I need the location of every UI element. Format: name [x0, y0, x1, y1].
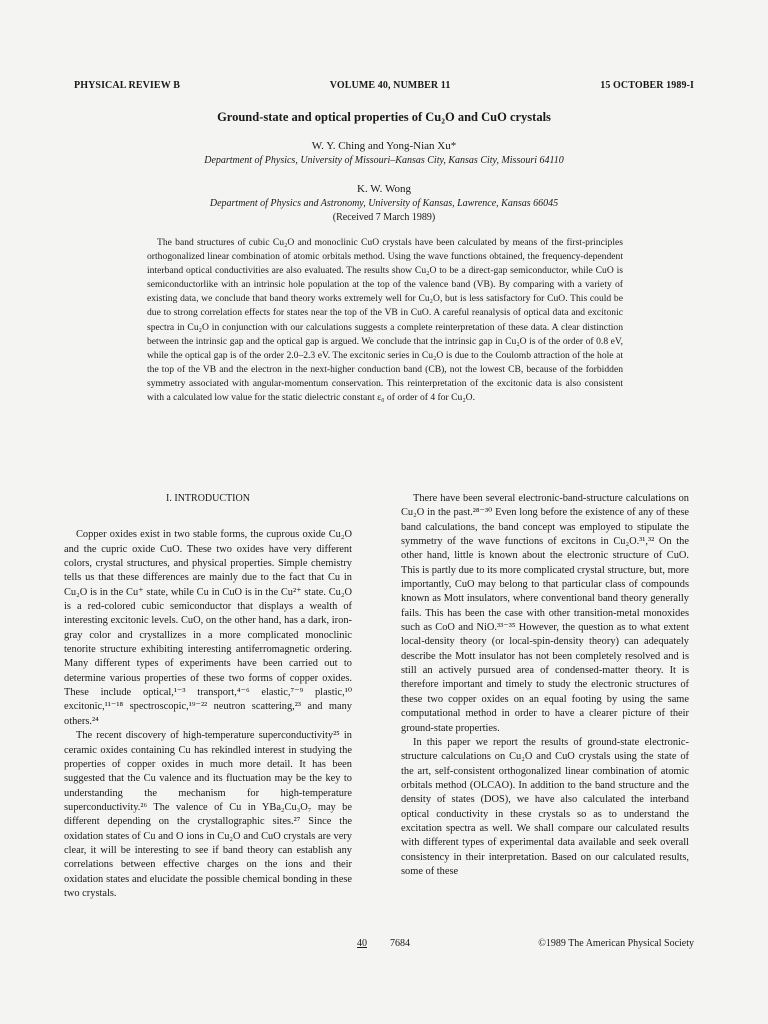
- paragraph: In this paper we report the results of ground-state electronic-structure calculations on Cu₂O and CuO crystals using the state of the art, self-consistent orthogonalized linear combination of atomic orbitals method (OLCAO). In addition to the band structure and the density of states (DOS), we have also calculated the interband optical conductivity in these crystals so as to understand the excitation spectra as well. We shall compare our calculated results with different types of experimental data available and seek overall consistency in their interpretation. Based on our calculated results, some of these: [401, 736, 689, 877]
- left-column: [64, 492, 352, 901]
- section-heading: I. INTRODUCTION: [166, 493, 250, 504]
- paragraph: There have been several electronic-band-structure calculations on Cu₂O in the past.²⁸⁻³⁰ Even long before the existence of any of these band calculations, the band concept was employed to stipulate the symmetry of the wave functions of excitons in Cu₂O.³¹,³² On the other hand, little is known about the electronic structure of CuO. This is partly due to its more complicated crystal structure, but, more importantly, CuO may belong to that particular class of compounds known as Mott insulators, where conventional band theory generally fails. This has been the case with other transition-metal monoxides such as CoO and NiO.³³⁻³⁵ However, the question as to what extent local-density theory (or local-spin-density theory) can adequately describe the Mott insulator has not been completely resolved and is still an actively pursued area of condensed-matter theory. It is therefore important and timely to study the electronic structures of these two copper oxides on an equal footing by using the same computational method in order to have a clearer picture of their ground-state properties.: [401, 493, 689, 734]
- volume-number: VOLUME 40, NUMBER 11: [329, 80, 451, 91]
- authors-group-2: K. W. Wong: [357, 183, 411, 195]
- journal-name: PHYSICAL REVIEW B: [74, 80, 180, 91]
- volume-footer-number: 40: [357, 938, 367, 949]
- received-date: (Received 7 March 1989): [332, 212, 436, 223]
- abstract: The band structures of cubic Cu₂O and monoclinic CuO crystals have been calculated by means of the first-principles orthogonalized linear combination of atomic orbitals method. Using the wave functions obtained, the frequency-dependent interband optical conductivities are also evaluated. The results show Cu₂O to be a direct-gap semiconductor, while CuO is semiconductorlike with an intrinsic hole population at the top of the valence band (VB). By comparing with a variety of existing data, we conclude that band theory works extremely well for Cu₂O, but is less satisfactory for CuO. This could be due to strong correlation effects for states near the top of the VB in CuO. A careful reanalysis of optical data and excitonic spectra in Cu₂O in conjunction with our calculations suggests a complete reinterpretation of these data. A clear distinction between the intrinsic gap and the optical gap is argued. We conclude that the intrinsic gap in Cu₂O is of the order of 0.8 eV, while the optical gap is of the order 2.0–2.3 eV. The excitonic series in Cu₂O is due to the Coulomb attraction of the hole at the top of the VB and the electron in the next-higher conduction band (CB), not the lowest CB, because of the forbidden symmetry associated with angular-momentum conservation. This reinterpretation of the excitonic data is also consistent with a calculated low value for the static dielectric constant ε₀ of order of 4 for Cu₂O.: [147, 237, 623, 404]
- issue-date: 15 OCTOBER 1989-I: [600, 80, 694, 91]
- page-number: 7684: [390, 938, 410, 949]
- authors-group-1: W. Y. Ching and Yong-Nian Xu*: [311, 140, 457, 152]
- paper-title: Ground-state and optical properties of Cu₂O and CuO crystals: [217, 110, 551, 124]
- paragraph: The recent discovery of high-temperature superconductivity²⁵ in ceramic oxides containing Cu has rekindled interest in studying the properties of copper oxides in much more detail. It has been suggested that the Cu valence and its fluctuation may be the key to understanding the mechanism for high-temperature superconductivity.²⁶ The valence of Cu in YBa₂Cu₃O₇ may be different depending on the crystallographic sites.²⁷ Since the oxidation states of Cu and O ions in Cu₂O and CuO crystals are very clear, it will be interesting to see if band theory can establish any correlations between effective charges on the ions and their oxidation states and elucidate the possible chemical bonding in these two crystals.: [64, 730, 352, 899]
- affiliation-2: Department of Physics and Astronomy, University of Kansas, Lawrence, Kansas 66045: [209, 198, 559, 209]
- affiliation-1: Department of Physics, University of Missouri–Kansas City, Kansas City, Missouri 64110: [204, 155, 564, 166]
- right-column: [401, 492, 689, 879]
- paragraph: Copper oxides exist in two stable forms, the cuprous oxide Cu₂O and the cupric oxide CuO. These two oxides have very different colors, crystal structures, and physical properties. Simple chemistry tells us that these differences are mainly due to the fact that Cu in Cu₂O is in the Cu⁺ state, while Cu in CuO is in the Cu²⁺ state. Cu₂O is a red-colored cubic semiconductor that displays a wealth of interesting excitonic levels. CuO, on the other hand, has a dark, iron-gray color and crystallizes in a more complicated monoclinic tenorite structure exhibiting interesting antiferromagnetic ordering. Many different types of experiments have been carried out to determine various properties of these two forms of copper oxides. These include optical,¹⁻³ transport,⁴⁻⁶ elastic,⁷⁻⁹ plastic,¹⁰ excitonic,¹¹⁻¹⁸ spectroscopic,¹⁹⁻²² neutron scattering,²³ and many others.²⁴: [64, 529, 352, 727]
- running-header: [74, 80, 694, 91]
- copyright-notice: ©1989 The American Physical Society: [538, 938, 694, 949]
